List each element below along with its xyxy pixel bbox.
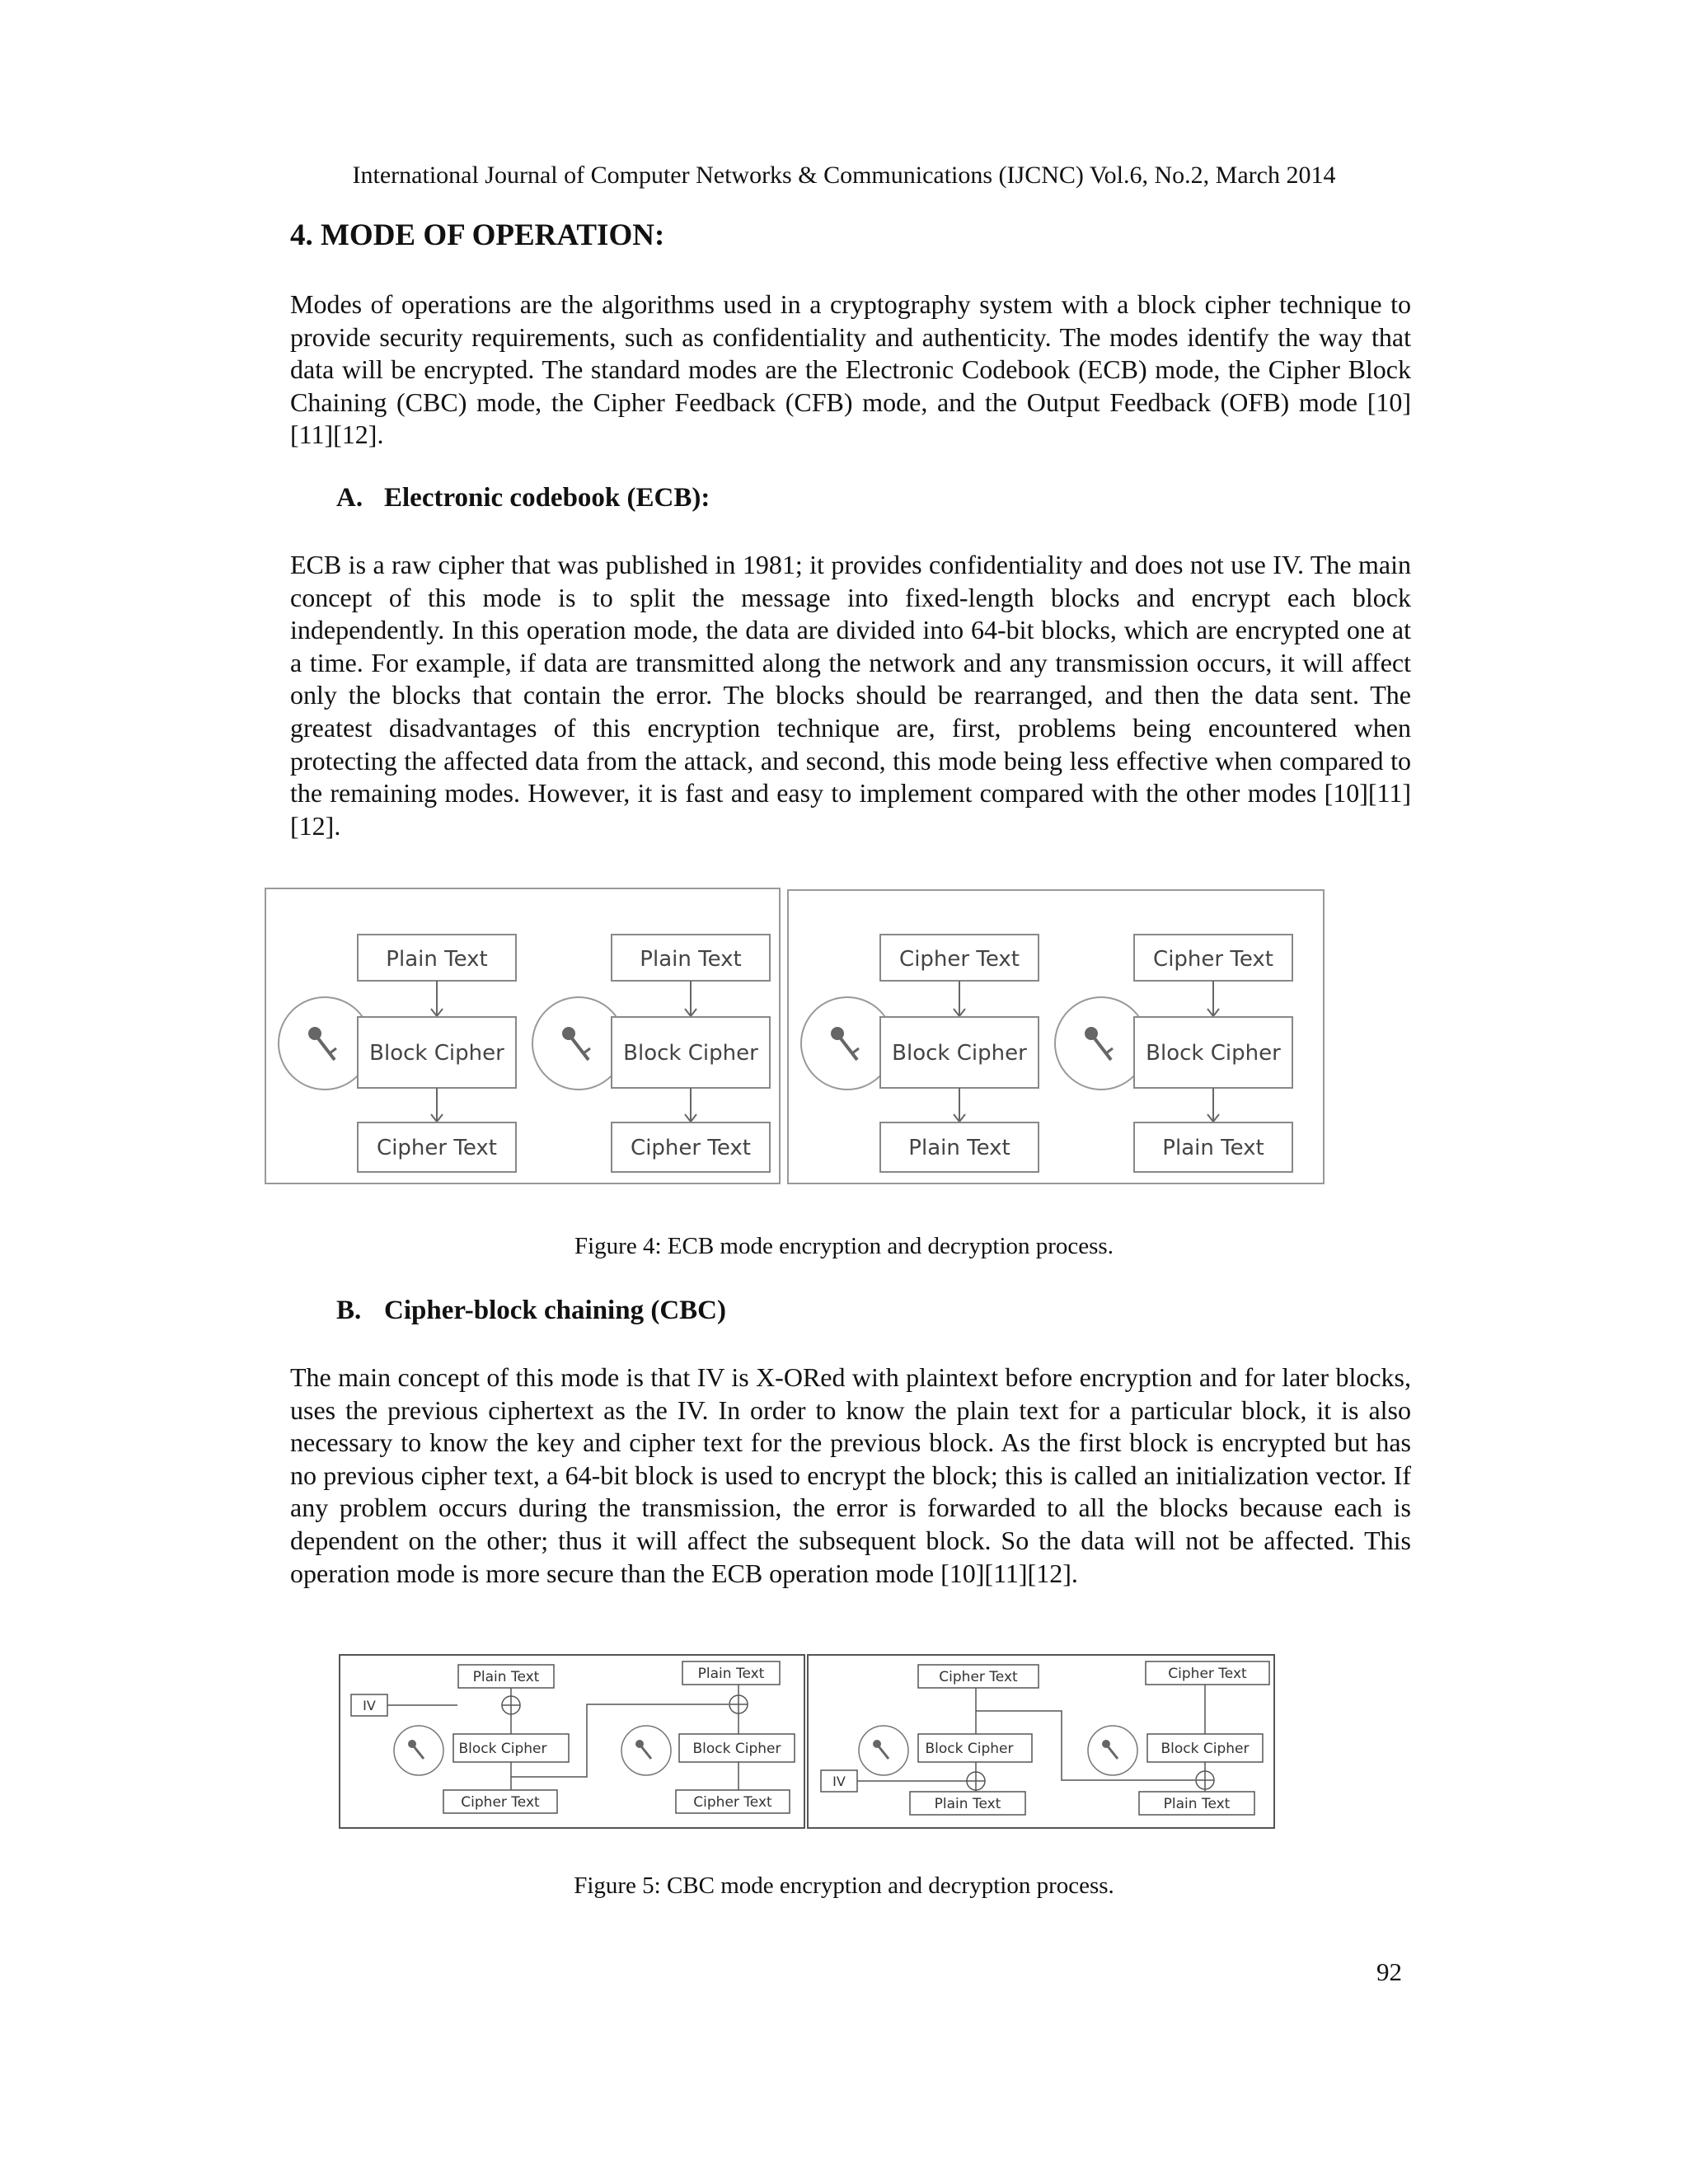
cbc-dec-plain-text-1: Plain Text	[934, 1796, 1001, 1812]
cbc-dec-iv-label: IV	[832, 1774, 846, 1789]
ecb-dec-block-cipher-1: Block Cipher	[892, 1041, 1027, 1066]
ecb-enc-block-cipher-2: Block Cipher	[623, 1041, 758, 1066]
page-number: 92	[1376, 1957, 1402, 1986]
cbc-dec-cipher-text-2: Cipher Text	[1168, 1666, 1247, 1682]
cbc-encryption-panel	[340, 1655, 804, 1828]
cbc-decryption-panel	[808, 1655, 1274, 1828]
cbc-enc-iv-label: IV	[363, 1698, 376, 1713]
key-circle	[1088, 1726, 1137, 1775]
cbc-enc-cipher-text-1: Cipher Text	[461, 1794, 540, 1811]
subsection-b-title: Cipher-block chaining (CBC)	[384, 1296, 726, 1325]
ecb-dec-block-cipher-2: Block Cipher	[1146, 1041, 1281, 1066]
xor-icon	[967, 1772, 985, 1790]
cbc-dec-block-cipher-1: Block Cipher	[925, 1741, 1014, 1757]
figure-4-caption: Figure 4: ECB mode encryption and decryption process.	[574, 1233, 1114, 1259]
ecb-enc-plain-text-1: Plain Text	[386, 947, 488, 972]
journal-header: International Journal of Computer Networks & Communications (IJCNC) Vol.6, No.2, March 2014	[352, 162, 1336, 189]
figure-5-caption: Figure 5: CBC mode encryption and decryption process.	[574, 1872, 1114, 1899]
subsection-b-heading	[336, 1296, 726, 1326]
subsection-b-label: B.	[336, 1296, 362, 1325]
subsection-a-heading	[336, 483, 710, 513]
xor-icon	[729, 1695, 748, 1713]
ecb-encryption-panel	[265, 888, 780, 1183]
ecb-enc-cipher-text-2: Cipher Text	[631, 1136, 751, 1160]
key-circle	[859, 1726, 908, 1775]
ecb-enc-cipher-text-1: Cipher Text	[377, 1136, 497, 1160]
ecb-enc-block-cipher-1: Block Cipher	[369, 1041, 504, 1066]
section-title: 4. MODE OF OPERATION:	[290, 218, 665, 252]
cbc-dec-cipher-text-1: Cipher Text	[939, 1669, 1018, 1685]
xor-icon	[1196, 1771, 1214, 1789]
subsection-a-title: Electronic codebook (ECB):	[384, 483, 710, 513]
cbc-dec-block-cipher-2: Block Cipher	[1160, 1741, 1250, 1757]
cbc-enc-block-cipher-1: Block Cipher	[458, 1741, 547, 1757]
cbc-dec-plain-text-2: Plain Text	[1163, 1796, 1231, 1812]
ecb-enc-plain-text-2: Plain Text	[640, 947, 742, 972]
subsection-a-label: A.	[336, 483, 363, 513]
ecb-decryption-panel	[788, 890, 1324, 1183]
ecb-dec-cipher-text-2: Cipher Text	[1153, 947, 1273, 972]
key-circle	[394, 1726, 443, 1775]
key-circle	[621, 1726, 671, 1775]
xor-icon	[502, 1696, 520, 1714]
section-intro-paragraph: Modes of operations are the algorithms used in a cryptography system with a block cipher technique to provide security requirements, such as confidentiality and authenticity. The modes identify the way that data will be encrypted. The standard modes are the Electronic Codebook (ECB) mode, the Cipher Block Chaining (CBC) mode, the Cipher Feedback (CFB) mode, and the Output Feedback (OFB) mode [10][11][12].	[290, 289, 1411, 450]
cbc-enc-plain-text-1: Plain Text	[472, 1669, 540, 1685]
ecb-dec-plain-text-2: Plain Text	[1162, 1136, 1264, 1160]
figure-5-cbc-diagram	[338, 1653, 1278, 1830]
figure-4-ecb-diagram	[264, 887, 1327, 1188]
subsection-a-paragraph: ECB is a raw cipher that was published in 1981; it provides confidentiality and does not use IV. The main concept of this mode is to split the message into fixed-length blocks and encrypt each block independently. In this operation mode, the data are divided into 64-bit blocks, which are encrypted one at a time. For example, if data are transmitted along the network and any transmission occurs, it will affect only the blocks that contain the error. The blocks should be rearranged, and then the data sent. The greatest disadvantages of this encryption technique are, first, problems being encountered when protecting the affected data from the attack, and second, this mode being less effective when compared to the remaining modes. However, it is fast and easy to implement compared with the other modes [10][11][12].	[290, 550, 1411, 841]
subsection-b-paragraph: The main concept of this mode is that IV is X-ORed with plaintext before encryption and for later blocks, uses the previous ciphertext as the IV. In order to know the plain text for a particular block, it is also necessary to know the key and cipher text for the previous block. As the first block is encrypted but has no previous cipher text, a 64-bit block is used to encrypt the block; this is called an initialization vector. If any problem occurs during the transmission, the error is forwarded to all the blocks because each is dependent on the other; thus it will affect the subsequent block. So the data will not be affected. This operation mode is more secure than the ECB operation mode [10][11][12].	[290, 1362, 1411, 1588]
cbc-enc-cipher-text-2: Cipher Text	[693, 1794, 772, 1811]
ecb-dec-plain-text-1: Plain Text	[908, 1136, 1010, 1160]
cbc-enc-block-cipher-2: Block Cipher	[692, 1741, 781, 1757]
cbc-enc-plain-text-2: Plain Text	[697, 1666, 765, 1682]
ecb-dec-cipher-text-1: Cipher Text	[899, 947, 1020, 972]
